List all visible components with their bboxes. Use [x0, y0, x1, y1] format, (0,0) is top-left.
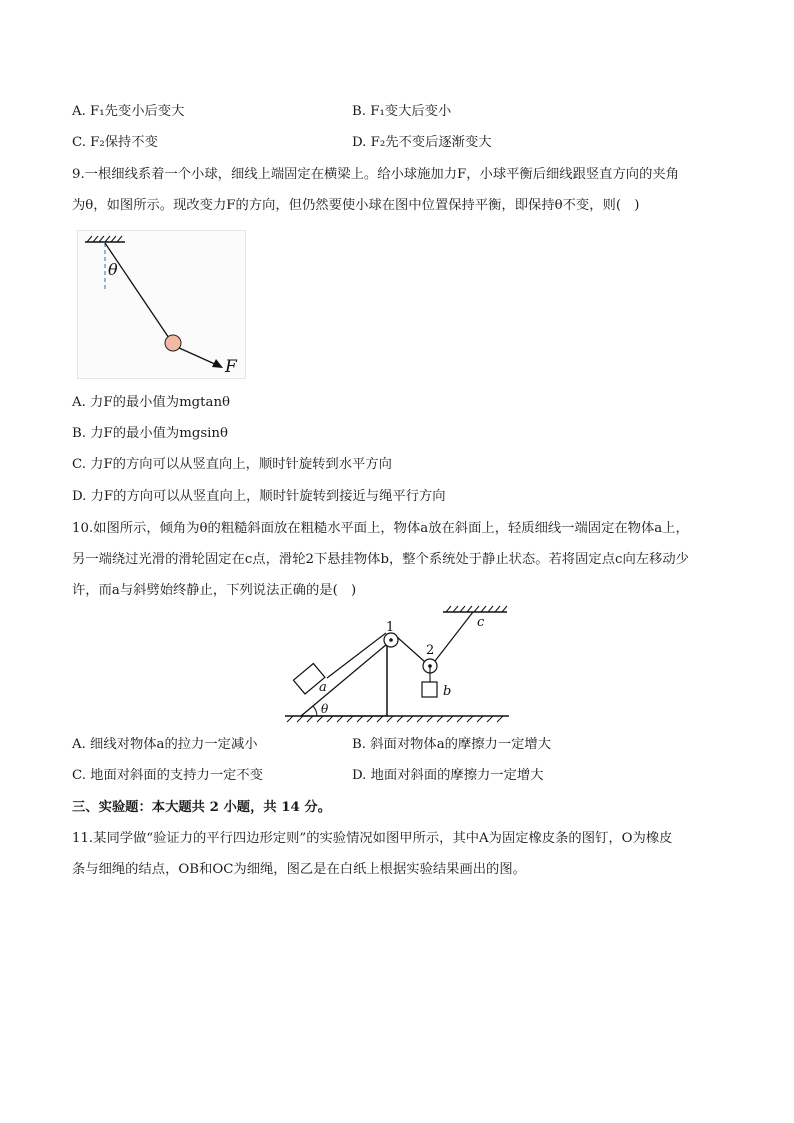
q9-stem-line2: 为θ，如图所示。现改变力F的方向，但仍然要使小球在图中位置保持平衡，即保持θ不变，则( )	[72, 198, 640, 213]
q10-option-c: C. 地面对斜面的支持力一定不变	[72, 768, 264, 783]
q10-stem-line2: 另一端绕过光滑的滑轮固定在c点，滑轮2下悬挂物体b，整个系统处于静止状态。若将固定点c向左移动少	[72, 552, 689, 567]
q10-pulley1-label: 1	[386, 620, 395, 635]
q10-option-a: A. 细线对物体a的拉力一定减小	[72, 737, 258, 752]
q8-option-d: D. F₂先不变后逐渐变大	[352, 135, 492, 150]
q10-option-b: B. 斜面对物体a的摩擦力一定增大	[352, 737, 552, 752]
q10-option-d: D. 地面对斜面的摩擦力一定增大	[352, 768, 544, 783]
q10-stem-line1: 10.如图所示，倾角为θ的粗糙斜面放在粗糙水平面上，物体a放在斜面上，轻质细线一端固定在物体a上，	[72, 521, 689, 536]
q8-option-b: B. F₁变大后变小	[352, 104, 452, 119]
q9-stem-line1: 9.一根细线系着一个小球，细线上端固定在横梁上。给小球施加力F，小球平衡后细线跟竖直方向的夹角	[72, 167, 679, 182]
q11-stem-line1: 11.某同学做“验证力的平行四边形定则”的实验情况如图甲所示，其中A为固定橡皮条的图钉，O为橡皮	[72, 831, 673, 846]
q9-option-d: D. 力F的方向可以从竖直向上，顺时针旋转到接近与绳平行方向	[72, 489, 446, 504]
q10-block-b-label: b	[443, 684, 452, 699]
q10-incline-pulley-figure	[283, 600, 513, 729]
q8-option-a: A. F₁先变小后变大	[72, 104, 185, 119]
q10-point-c-label: c	[477, 615, 485, 630]
q10-stem-line3: 许，而a与斜劈始终静止，下列说法正确的是( )	[72, 583, 357, 598]
q9-option-a: A. 力F的最小值为mgtanθ	[72, 395, 231, 410]
q10-block-a-label: a	[319, 680, 327, 695]
q9-option-c: C. 力F的方向可以从竖直向上，顺时针旋转到水平方向	[72, 457, 392, 472]
q9-force-label: F	[225, 357, 237, 377]
section3-title: 三、实验题：本大题共 2 小题，共 14 分。	[72, 800, 332, 815]
q9-option-b: B. 力F的最小值为mgsinθ	[72, 426, 228, 441]
q9-theta-label: θ	[108, 260, 118, 279]
q9-pendulum-figure	[77, 230, 247, 384]
q10-theta-label: θ	[321, 702, 329, 716]
q11-stem-line2: 条与细绳的结点，OB和OC为细绳，图乙是在白纸上根据实验结果画出的图。	[72, 862, 526, 877]
q8-option-c: C. F₂保持不变	[72, 135, 158, 150]
q10-pulley2-label: 2	[426, 643, 435, 658]
